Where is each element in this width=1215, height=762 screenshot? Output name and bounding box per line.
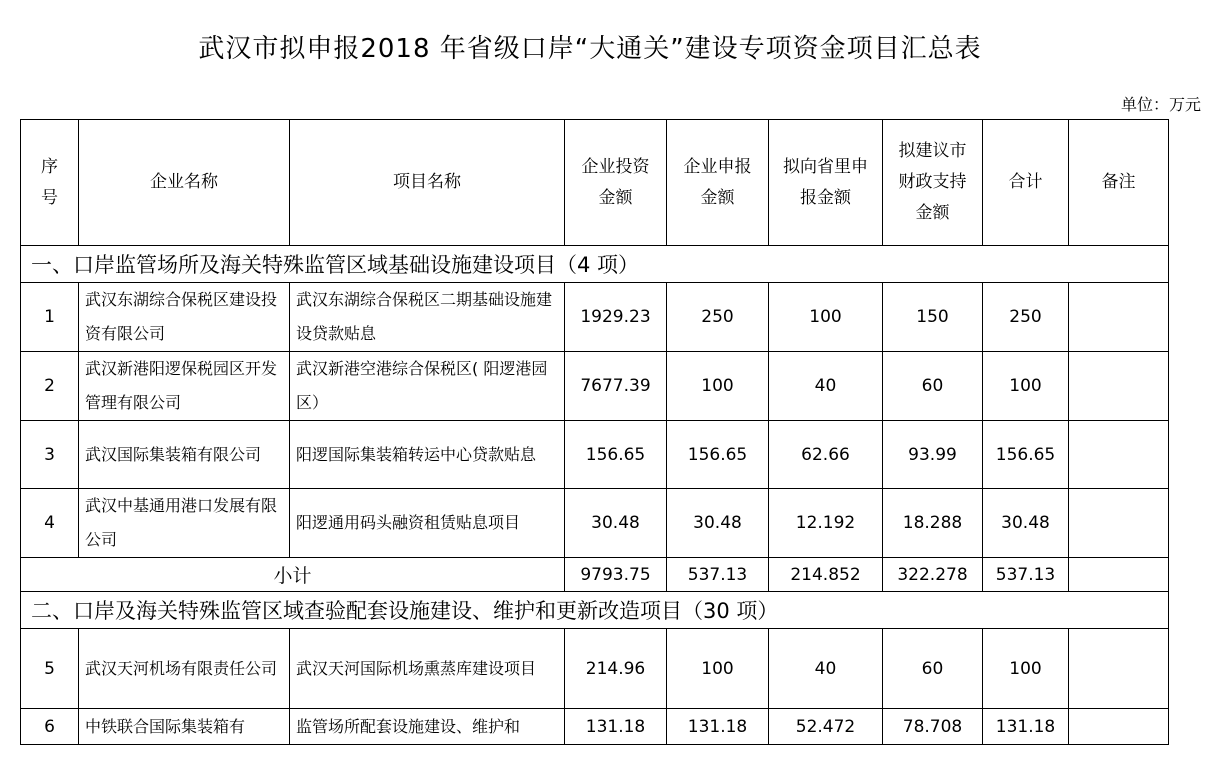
cell-apply: 131.18	[667, 709, 769, 745]
cell-seq: 6	[21, 709, 79, 745]
cell-province: 62.66	[769, 421, 883, 489]
cell-seq: 1	[21, 283, 79, 352]
table-row	[21, 421, 1169, 489]
section-row	[21, 592, 1169, 629]
cell-city: 60	[883, 352, 983, 421]
cell-total: 131.18	[983, 709, 1069, 745]
header-row	[21, 120, 1169, 246]
cell-seq: 4	[21, 489, 79, 558]
header-total: 合计	[983, 120, 1069, 246]
section-heading: 一、口岸监管场所及海关特殊监管区域基础设施建设项目（4 项）	[21, 246, 1169, 283]
subtotal-row	[21, 558, 1169, 592]
cell-remark	[1069, 283, 1169, 352]
cell-project: 武汉天河国际机场熏蒸库建设项目	[290, 629, 565, 709]
cell-invest: 156.65	[565, 421, 667, 489]
subtotal-apply: 537.13	[667, 558, 769, 592]
cell-seq: 5	[21, 629, 79, 709]
cell-city: 18.288	[883, 489, 983, 558]
header-province: 拟向省里申报金额	[769, 120, 883, 246]
subtotal-province: 214.852	[769, 558, 883, 592]
cell-total: 30.48	[983, 489, 1069, 558]
cell-apply: 156.65	[667, 421, 769, 489]
subtotal-city: 322.278	[883, 558, 983, 592]
cell-project: 阳逻国际集装箱转运中心贷款贴息	[290, 421, 565, 489]
cell-apply: 30.48	[667, 489, 769, 558]
table-row	[21, 489, 1169, 558]
header-invest: 企业投资金额	[565, 120, 667, 246]
cell-remark	[1069, 709, 1169, 745]
cell-company: 武汉新港阳逻保税园区开发管理有限公司	[79, 352, 290, 421]
cell-company: 武汉天河机场有限责任公司	[79, 629, 290, 709]
header-project: 项目名称	[290, 120, 565, 246]
table-row	[21, 709, 1169, 745]
subtotal-invest: 9793.75	[565, 558, 667, 592]
cell-invest: 1929.23	[565, 283, 667, 352]
header-city: 拟建议市财政支持金额	[883, 120, 983, 246]
cell-remark	[1069, 489, 1169, 558]
header-apply: 企业申报金额	[667, 120, 769, 246]
subtotal-total: 537.13	[983, 558, 1069, 592]
cell-company: 武汉中基通用港口发展有限公司	[79, 489, 290, 558]
cell-province: 100	[769, 283, 883, 352]
table-row	[21, 283, 1169, 352]
cell-city: 150	[883, 283, 983, 352]
cell-province: 52.472	[769, 709, 883, 745]
cell-invest: 7677.39	[565, 352, 667, 421]
header-remark: 备注	[1069, 120, 1169, 246]
subtotal-remark	[1069, 558, 1169, 592]
cell-city: 78.708	[883, 709, 983, 745]
cell-project: 监管场所配套设施建设、维护和	[290, 709, 565, 745]
section-heading: 二、口岸及海关特殊监管区域查验配套设施建设、维护和更新改造项目（30 项）	[21, 592, 1169, 629]
table-row	[21, 352, 1169, 421]
cell-invest: 214.96	[565, 629, 667, 709]
cell-company: 中铁联合国际集装箱有	[79, 709, 290, 745]
cell-apply: 250	[667, 283, 769, 352]
cell-company: 武汉东湖综合保税区建设投资有限公司	[79, 283, 290, 352]
cell-invest: 30.48	[565, 489, 667, 558]
cell-total: 156.65	[983, 421, 1069, 489]
table-row	[21, 629, 1169, 709]
cell-company: 武汉国际集装箱有限公司	[79, 421, 290, 489]
cell-seq: 3	[21, 421, 79, 489]
page-title: 武汉市拟申报2018 年省级口岸“大通关”建设专项资金项目汇总表	[198, 34, 982, 64]
cell-apply: 100	[667, 629, 769, 709]
cell-city: 93.99	[883, 421, 983, 489]
cell-remark	[1069, 421, 1169, 489]
cell-province: 12.192	[769, 489, 883, 558]
section-row	[21, 246, 1169, 283]
cell-total: 100	[983, 629, 1069, 709]
cell-total: 100	[983, 352, 1069, 421]
cell-project: 武汉新港空港综合保税区( 阳逻港园区）	[290, 352, 565, 421]
subtotal-label: 小计	[21, 558, 565, 592]
cell-remark	[1069, 629, 1169, 709]
cell-apply: 100	[667, 352, 769, 421]
cell-province: 40	[769, 629, 883, 709]
cell-invest: 131.18	[565, 709, 667, 745]
cell-remark	[1069, 352, 1169, 421]
cell-total: 250	[983, 283, 1069, 352]
cell-project: 武汉东湖综合保税区二期基础设施建设贷款贴息	[290, 283, 565, 352]
cell-seq: 2	[21, 352, 79, 421]
header-company: 企业名称	[79, 120, 290, 246]
cell-project: 阳逻通用码头融资租赁贴息项目	[290, 489, 565, 558]
summary-table	[20, 119, 1169, 745]
cell-province: 40	[769, 352, 883, 421]
unit-label: 单位：万元	[1120, 95, 1201, 114]
cell-city: 60	[883, 629, 983, 709]
header-seq: 序号	[21, 120, 79, 246]
